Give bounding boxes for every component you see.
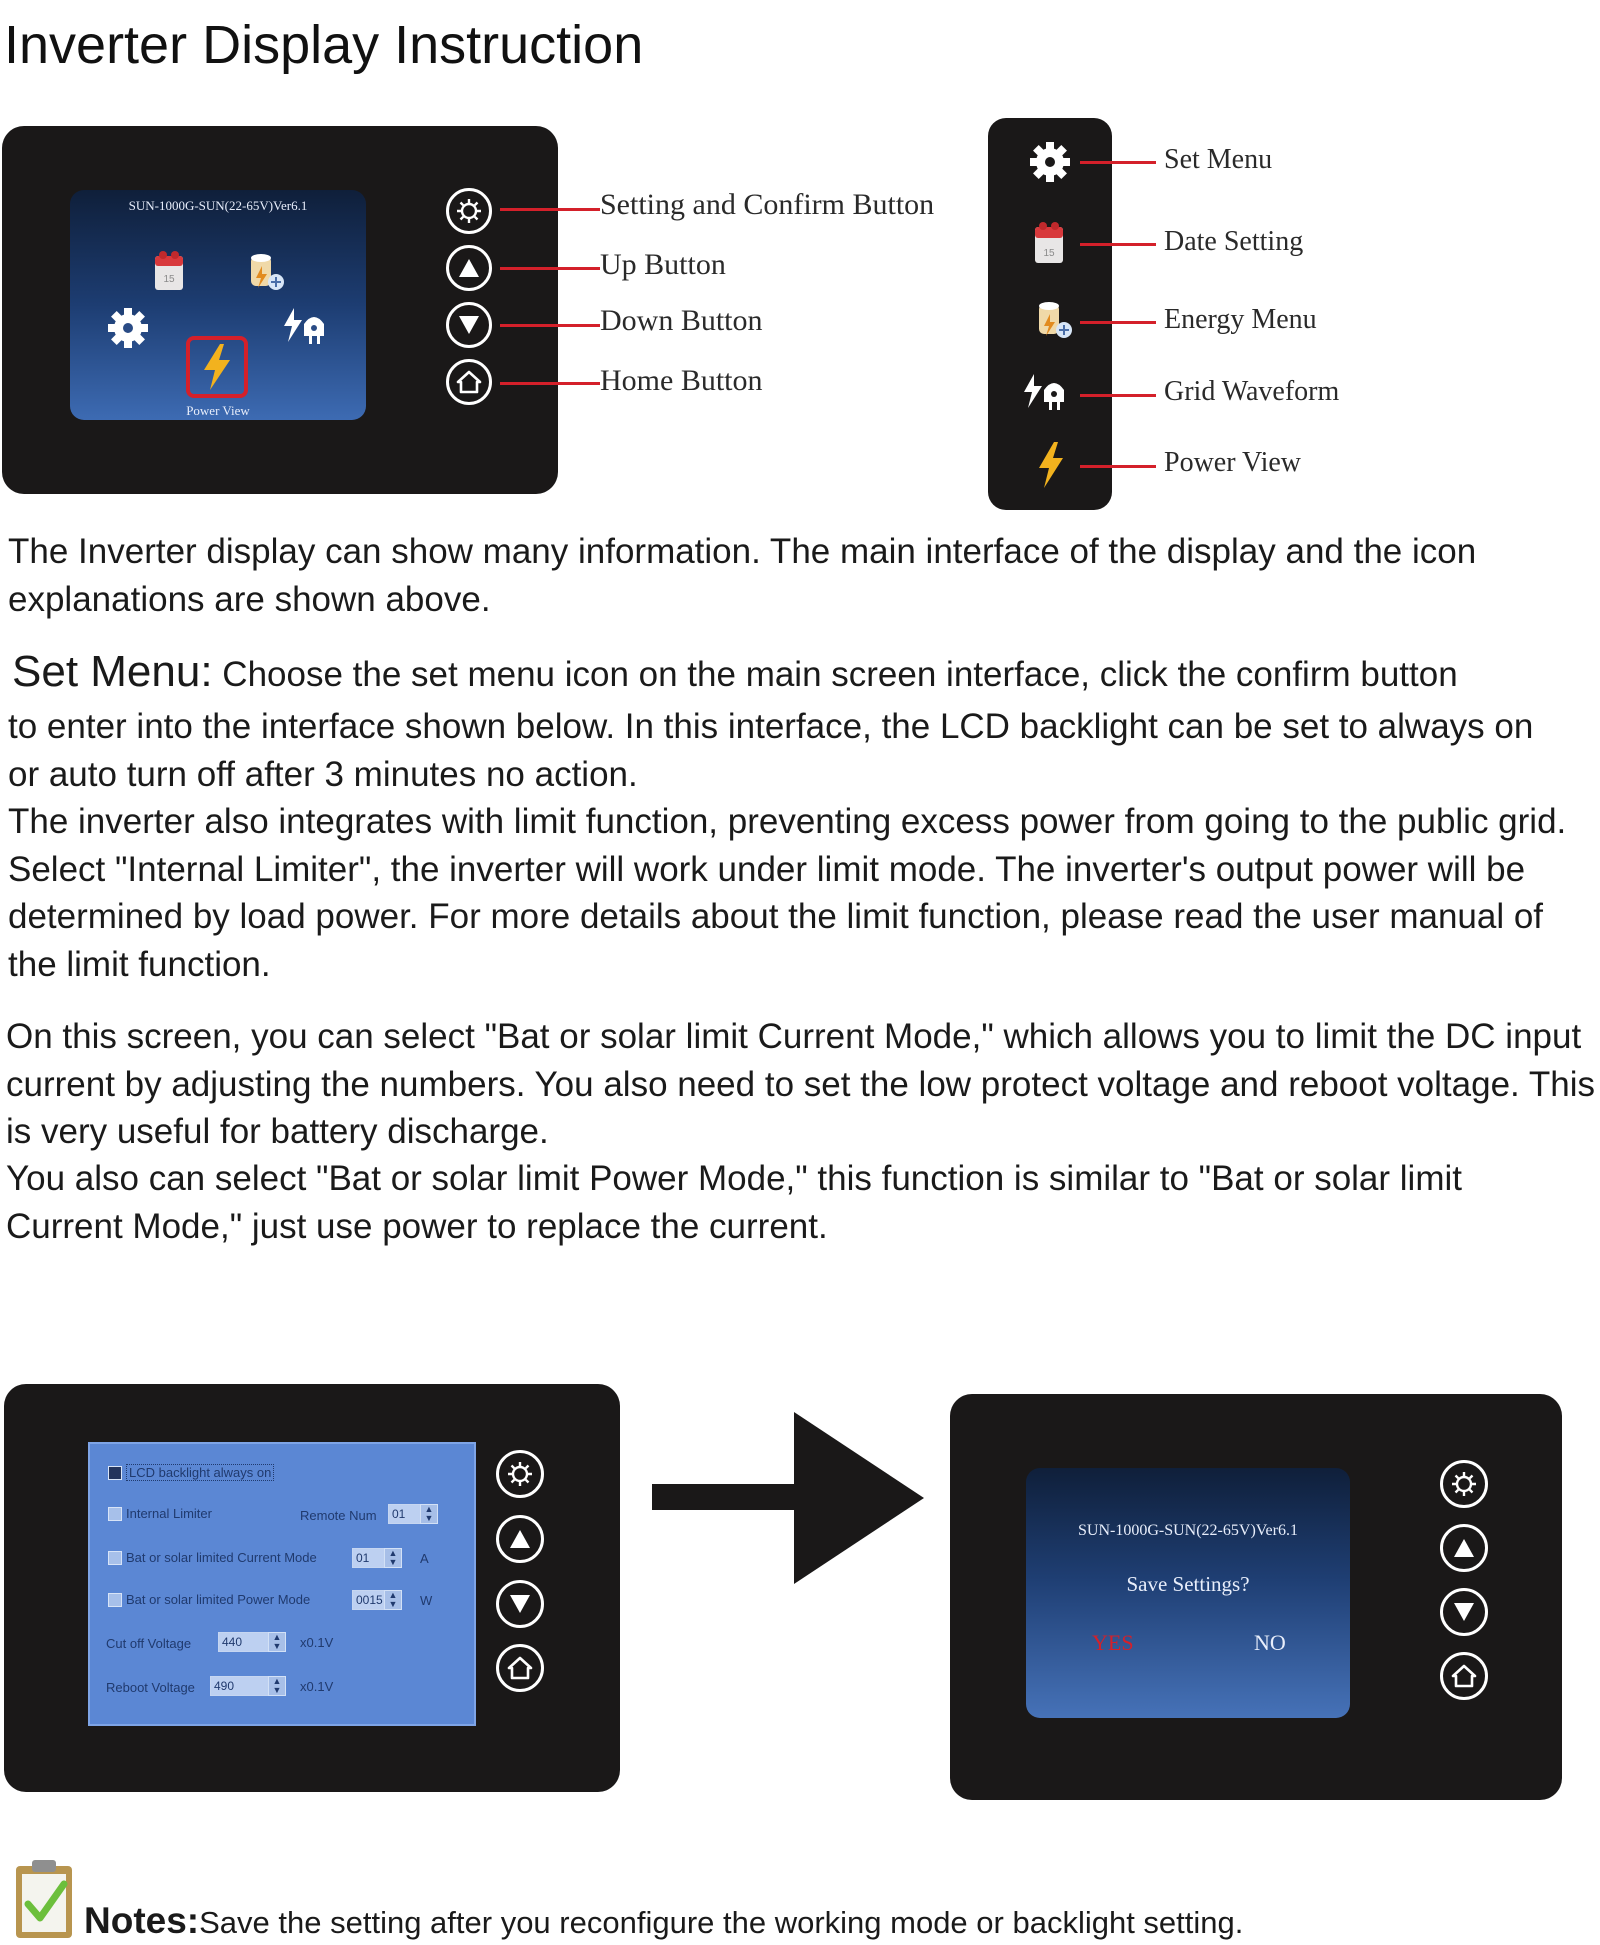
home-button[interactable] [1440,1652,1488,1700]
current-mode-paragraph: On this screen, you can select "Bat or solar limit Current Mode," which allows you to limit the DC input current by adjusting the numbers. You also need to set the low protect voltage and reboot voltage. This is very useful for battery discharge. [6,1017,1595,1151]
connector-line [1080,321,1156,324]
gear-icon [1028,140,1072,189]
calendar-day-text: 15 [1043,248,1055,259]
setting-confirm-button[interactable] [446,188,492,234]
set-menu-line1: Choose the set menu icon on the main screen interface, click the confirm button [222,655,1458,694]
energy-icon [1036,300,1076,347]
power-mode-option[interactable] [108,1592,310,1607]
lightning-icon [200,342,234,397]
grid-plug-icon [1022,372,1070,417]
connector-line [1080,243,1156,246]
internal-limiter-option[interactable] [108,1506,212,1521]
calendar-day-text: 15 [163,274,175,285]
connector-line [500,208,600,211]
legend-label-set-menu: Set Menu [1164,144,1273,175]
grid-plug-icon[interactable] [282,306,330,351]
settings-lcd-screen [88,1442,476,1726]
limit-function-paragraph: The inverter also integrates with limit function, preventing excess power from going to the public grid. Select "Internal Limiter", the inverter will work under limit mode. The inverter's output power will be determined by load power. For more details about the limit function, please read the user manual of the limit function. [8,802,1567,984]
lightning-icon [1036,440,1066,495]
up-button[interactable] [446,245,492,291]
cutoff-voltage-label: Cut off Voltage [106,1636,192,1651]
down-button[interactable] [446,302,492,348]
save-settings-prompt: Save Settings? [1126,1572,1250,1596]
connector-line [500,267,600,270]
notes-label: Notes: [84,1900,200,1941]
connector-line [500,382,600,385]
calendar-icon [1032,218,1066,271]
power-value-field[interactable]: 0015 [352,1590,386,1610]
main-screen-model: SUN-1000G-SUN(22-65V)Ver6.1 [128,198,308,213]
remote-num-label: Remote Num [300,1508,377,1523]
reboot-voltage-label: Reboot Voltage [106,1680,195,1695]
legend-label-grid-waveform: Grid Waveform [1164,376,1340,407]
backlight-label: LCD backlight always on [126,1464,274,1481]
calendar-icon[interactable] [152,248,186,297]
home-button[interactable] [496,1644,544,1692]
down-button[interactable] [1440,1588,1488,1636]
connector-line [1080,161,1156,164]
current-value-spinner[interactable]: ▲ ▼ [384,1548,402,1568]
home-label: Home Button [600,364,763,397]
setting-confirm-button[interactable] [496,1450,544,1498]
power-mode-paragraph: You also can select "Bat or solar limit Power Mode," this function is similar to "Bat or solar limit Current Mode," just use power to replace the current. [6,1159,1462,1246]
current-value-field[interactable]: 01 [352,1548,386,1568]
legend-label-date-setting: Date Setting [1164,226,1304,257]
current-mode-checkbox[interactable] [108,1551,122,1565]
energy-icon[interactable] [248,252,288,299]
remote-num-field[interactable]: 01 [388,1504,422,1524]
legend-label-energy-menu: Energy Menu [1164,304,1317,335]
no-option[interactable]: NO [1254,1630,1286,1655]
home-button[interactable] [446,359,492,405]
legend-label-power-view: Power View [1164,447,1302,478]
power-view-caption: Power View [186,403,250,418]
reboot-voltage-field[interactable]: 490 [210,1676,270,1696]
notes-line [84,1900,1243,1942]
page-title: Inverter Display Instruction [4,15,644,75]
internal-limiter-checkbox[interactable] [108,1507,122,1521]
up-button[interactable] [1440,1524,1488,1572]
intro-paragraph: The Inverter display can show many information. The main interface of the display and the icon explanations are shown above. [8,532,1477,619]
backlight-checkbox[interactable] [108,1466,122,1480]
clipboard-check-icon [12,1856,78,1945]
arrow-right-icon [652,1412,924,1589]
gear-icon[interactable] [106,306,150,355]
power-mode-label: Bat or solar limited Power Mode [126,1592,311,1607]
current-mode-label: Bat or solar limited Current Mode [126,1550,317,1565]
up-button[interactable] [496,1515,544,1563]
set-menu-paragraph [8,648,1600,699]
set-menu-rest: to enter into the interface shown below. In this interface, the LCD backlight can be set to always on or auto turn off after 3 minutes no action. [8,707,1534,794]
connector-line [1080,394,1156,397]
down-label: Down Button [600,304,763,337]
notes-text: Save the setting after you reconfigure the working mode or backlight setting. [199,1905,1244,1940]
cutoff-voltage-unit: x0.1V [300,1635,334,1650]
down-button[interactable] [496,1580,544,1628]
current-unit: A [420,1551,429,1566]
reboot-voltage-unit: x0.1V [300,1679,334,1694]
current-mode-option[interactable] [108,1550,317,1565]
yes-option[interactable]: YES [1092,1630,1134,1655]
connector-line [1080,465,1156,468]
setting-confirm-label: Setting and Confirm Button [600,188,935,221]
reboot-voltage-spinner[interactable]: ▲ ▼ [268,1676,286,1696]
save-screen-model: SUN-1000G-SUN(22-65V)Ver6.1 [1078,1522,1298,1539]
backlight-option[interactable] [108,1464,274,1481]
cutoff-voltage-spinner[interactable]: ▲ ▼ [268,1632,286,1652]
power-value-spinner[interactable]: ▲ ▼ [384,1590,402,1610]
cutoff-voltage-field[interactable]: 440 [218,1632,270,1652]
power-unit: W [420,1593,433,1608]
remote-num-spinner[interactable]: ▲ ▼ [420,1504,438,1524]
connector-line [500,324,600,327]
power-mode-checkbox[interactable] [108,1593,122,1607]
internal-limiter-label: Internal Limiter [126,1506,212,1521]
setting-confirm-button[interactable] [1440,1460,1488,1508]
up-label: Up Button [600,248,726,281]
set-menu-heading: Set Menu: [12,647,213,696]
